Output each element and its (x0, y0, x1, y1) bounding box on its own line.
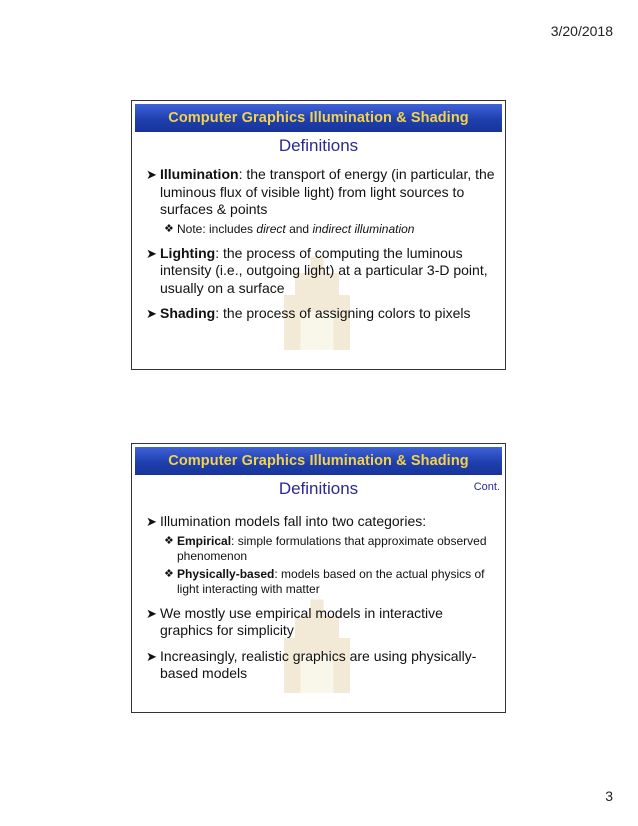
slide-content (132, 513, 505, 683)
definition-text: : the process of assigning colors to pixels (215, 305, 471, 321)
note-and: and (285, 221, 313, 236)
continued-label: Cont. (473, 481, 500, 493)
definition-text: : models based on the actual physics of light interacting with matter (177, 566, 485, 596)
arrow-bullet-icon: ➤ (146, 306, 157, 321)
arrow-bullet-icon: ➤ (146, 167, 157, 182)
keyword: Shading (160, 305, 216, 321)
diamond-bullet-icon: ❖ (164, 534, 174, 547)
slide-1 (131, 100, 506, 370)
bullet-shading (146, 305, 495, 323)
slide-title: Computer Graphics Illumination & Shading (168, 110, 469, 126)
arrow-bullet-icon: ➤ (146, 605, 157, 621)
definition-text: : the process of computing the luminous intensity (i.e., outgoing light) at a particular 3-D point, usually on a surface (160, 244, 488, 296)
sub-bullet-physical (164, 567, 495, 597)
slide-title-bar (135, 447, 502, 475)
diamond-bullet-icon: ❖ (164, 222, 174, 235)
keyword: Empirical (177, 533, 232, 548)
keyword: Lighting (160, 244, 216, 261)
slide-subtitle (132, 136, 505, 158)
keyword: Illumination (160, 166, 239, 182)
sub-bullet-empirical (164, 534, 495, 564)
page-number: 3 (605, 788, 613, 804)
subtitle-text: Definitions (278, 479, 359, 498)
slide-title-bar (135, 104, 502, 132)
bullet-categories: ➤ Illumination models fall into two categories: (146, 513, 427, 529)
arrow-bullet-icon: ➤ (146, 648, 157, 664)
definition-text: : the transport of energy (in particular, the luminous flux of visible light) from light sources to surfaces & points (160, 166, 495, 217)
keyword: Physically-based (177, 566, 275, 581)
note-direct: direct (256, 221, 286, 236)
sub-bullet-note (164, 222, 495, 237)
definition-text: : simple formulations that approximate observed phenomenon (177, 533, 487, 563)
slide-2 (131, 443, 506, 713)
page-date: 3/20/2018 (550, 23, 613, 39)
bullet-illumination (146, 166, 495, 219)
bullet-empirical-use: ➤ We mostly use empirical models in interactive graphics for simplicity (146, 604, 443, 638)
subtitle-text: Definitions (278, 136, 359, 155)
note-indirect: indirect illumination (312, 221, 415, 236)
slide-content (132, 166, 505, 323)
slide-title: Computer Graphics Illumination & Shading (168, 453, 469, 469)
diamond-bullet-icon: ❖ (164, 567, 174, 580)
arrow-bullet-icon: ➤ (146, 245, 157, 261)
bullet-lighting (146, 245, 495, 298)
slide-subtitle (132, 479, 505, 501)
note-prefix: Note: includes (177, 221, 257, 236)
bullet-realistic: ➤ Increasingly, realistic graphics are using physically-based models (146, 647, 477, 681)
arrow-bullet-icon: ➤ (146, 514, 157, 529)
